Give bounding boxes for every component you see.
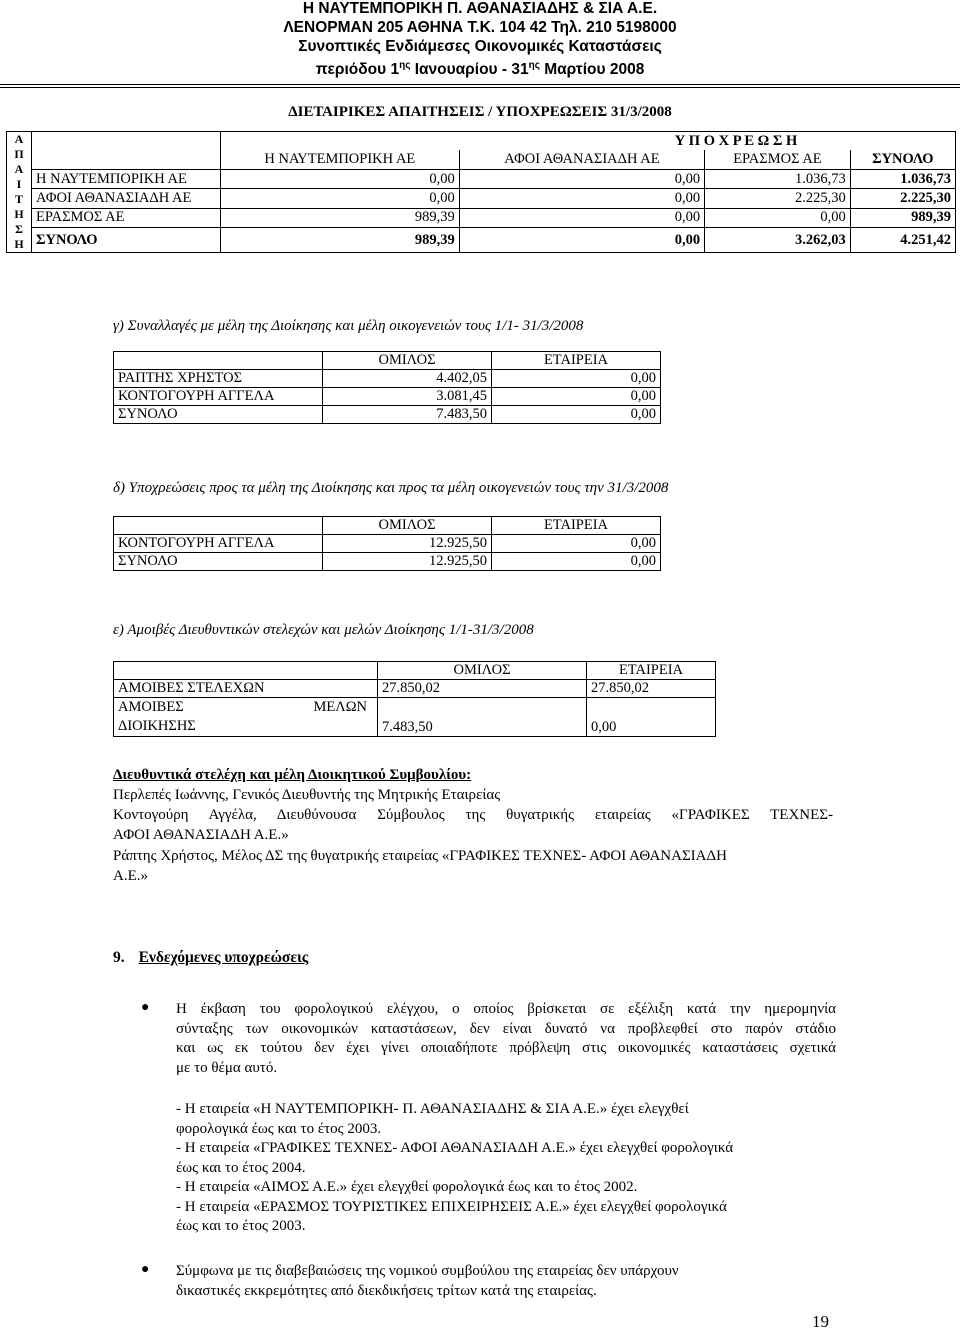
tax-audit-list xyxy=(176,1100,733,1237)
side-label-apaitisi: Α Π Α Ι Τ Η Σ Η xyxy=(7,132,32,253)
table-row xyxy=(114,680,716,698)
bullet-icon: ● xyxy=(141,1262,150,1277)
director-line: Κοντογούρη Αγγέλα, Διευθύνουσα Σύμβουλος της θυγατρικής εταιρείας «ΓΡΑΦΙΚΕΣ ΤΕΧΝΕΣ- xyxy=(113,807,833,823)
company-name: Η ΝΑΥΤΕΜΠΟΡΙΚΗ Π. ΑΘΑΝΑΣΙΑΔΗΣ & ΣΙΑ Α.Ε. xyxy=(302,0,658,17)
row-label: Η ΝΑΥΤΕΜΠΟΡΙΚΗ ΑΕ xyxy=(32,169,221,188)
table-row xyxy=(114,370,661,388)
col-header-group: ΟΜΙΛΟΣ xyxy=(323,517,492,535)
cell-value: 0,00 xyxy=(492,388,661,406)
cell-value: 4.402,05 xyxy=(323,370,492,388)
cell-value: 0,00 xyxy=(459,169,704,188)
cell-value: 2.225,30 xyxy=(705,189,851,208)
director-line: Ράπτης Χρήστος, Μέλος ΔΣ της θυγατρικής εταιρείας «ΓΡΑΦΙΚΕΣ ΤΕΧΝΕΣ- ΑΦΟΙ ΑΘΑΝΑΣΙΑΔΗ xyxy=(113,848,727,864)
row-label: ΑΦΟΙ ΑΘΑΝΑΣΙΑΔΗ ΑΕ xyxy=(32,189,221,208)
col-header-naftemporiki: Η ΝΑΥΤΕΜΠΟΡΙΚΗ ΑΕ xyxy=(221,150,460,169)
cell-value: 12.925,50 xyxy=(323,535,492,553)
section-d-title: δ) Υποχρεώσεις προς τα μέλη της Διοίκησης και προς τα μέλη οικογενειών τους την 31/3/2008 xyxy=(113,480,669,496)
intercompany-table xyxy=(6,131,956,253)
table-row-total xyxy=(7,228,956,253)
contingent-paragraph: Η έκβαση του φορολογικού ελέγχου, ο οποίος βρίσκεται σε εξέλιξη κατά την ημερομηνία σύνταξης των οικονομικών καταστάσεων, δεν είναι δυνατό να προβλεφθεί στο παρόν στάδιο και ως εκ τούτου δεν έχει γίνει οποιαδήποτε πρόβλεψη στις οικονομικές καταστάσεις σχετικά με το θέμα αυτό. xyxy=(176,1001,836,1076)
cell-value: 7.483,50 xyxy=(378,698,587,737)
row-label: ΣΥΝΟΛΟ xyxy=(114,406,323,424)
cell-value: 989,39 xyxy=(221,228,460,253)
table-row xyxy=(7,169,956,188)
cell-value: 0,00 xyxy=(492,535,661,553)
section-e-title: ε) Αμοιβές Διευθυντικών στελεχών και μελών Διοίκησης 1/1-31/3/2008 xyxy=(113,622,534,638)
cell-value: 0,00 xyxy=(492,553,661,571)
cell-value: 0,00 xyxy=(221,189,460,208)
col-header-company: ΕΤΑΙΡΕΙΑ xyxy=(492,352,661,370)
directors-heading: Διευθυντικά στελέχη και μέλη Διοικητικού Συμβουλίου: xyxy=(113,767,472,783)
cell-value: 3.262,03 xyxy=(705,228,851,253)
table-row-total xyxy=(114,406,661,424)
cell-value: 4.251,42 xyxy=(850,228,955,253)
cell-value: 989,39 xyxy=(221,208,460,227)
cell-value: 0,00 xyxy=(459,189,704,208)
cell-value: 2.225,30 xyxy=(850,189,955,208)
director-line: ΑΦΟΙ ΑΘΑΝΑΣΙΑΔΗ Α.Ε.» xyxy=(113,827,289,843)
report-title: Συνοπτικές Ενδιάμεσες Οικονομικές Καταστάσεις xyxy=(298,38,662,55)
table-row xyxy=(114,535,661,553)
col-header-group: ΟΜΙΛΟΣ xyxy=(323,352,492,370)
row-label: ΑΜΟΙΒΕΣ ΜΕΛΩΝ ΔΙΟΙΚΗΣΗΣ xyxy=(114,698,378,737)
director-line: Περλεπές Ιωάννης, Γενικός Διευθυντής της Μητρικής Εταιρείας xyxy=(113,787,501,803)
cell-value: 0,00 xyxy=(492,370,661,388)
section-g-title: γ) Συναλλαγές με μέλη της Διοίκησης και μέλη οικογενειών τους 1/1- 31/3/2008 xyxy=(113,318,584,334)
cell-value: 989,39 xyxy=(850,208,955,227)
cell-value: 12.925,50 xyxy=(323,553,492,571)
list-item: - Η εταιρεία «ΑΙΜΟΣ Α.Ε.» έχει ελεγχθεί φορολογικά έως και το έτος 2002. xyxy=(176,1179,638,1195)
list-item: φορολογικά έως και το έτος 2003. xyxy=(176,1120,382,1137)
row-label: ΣΥΝΟΛΟ xyxy=(114,553,323,571)
legal-paragraph: Σύμφωνα με τις διαβεβαιώσεις της νομικού συμβούλου της εταιρείας δεν υπάρχουν δικαστικές εκκρεμότητες από διεκδικήσεις τρίτων κατά της εταιρείας. xyxy=(176,1263,679,1299)
cell-value: 1.036,73 xyxy=(850,169,955,188)
cell-value: 0,00 xyxy=(459,228,704,253)
section-9-heading: 9. Ενδεχόμενες υποχρεώσεις xyxy=(113,949,309,966)
table-row xyxy=(7,189,956,208)
obligation-header: Υ Π Ο Χ Ρ Ε Ω Σ Η xyxy=(221,132,956,151)
list-item: - Η εταιρεία «Η ΝΑΥΤΕΜΠΟΡΙΚΗ- Π. ΑΘΑΝΑΣΙΑΔΗΣ & ΣΙΑ Α.Ε.» έχει ελεγχθεί xyxy=(176,1101,689,1117)
page-number: 19 xyxy=(812,1312,829,1331)
table-row-total xyxy=(114,553,661,571)
cell-value: 3.081,45 xyxy=(323,388,492,406)
row-label: ΡΑΠΤΗΣ ΧΡΗΣΤΟΣ xyxy=(114,370,323,388)
row-label: ΚΟΝΤΟΓΟΥΡΗ ΑΓΓΕΛΑ xyxy=(114,535,323,553)
row-label: ΕΡΑΣΜΟΣ ΑΕ xyxy=(32,208,221,227)
table-row xyxy=(114,698,716,737)
report-period: περιόδου $1^{\eta\varsigma}$ Ιανουαρίου - $31^{\eta\varsigma}$ Μαρτίου 2008 xyxy=(315,60,645,79)
section-e-table xyxy=(113,661,716,737)
section-g-table xyxy=(113,351,661,424)
table-row xyxy=(114,388,661,406)
company-address: ΛΕΝΟΡΜΑΝ 205 ΑΘΗΝΑ Τ.Κ. 104 42 Τηλ. 210 5198000 xyxy=(283,19,677,36)
col-header-group: ΟΜΙΛΟΣ xyxy=(378,662,587,680)
list-item: - Η εταιρεία «ΕΡΑΣΜΟΣ ΤΟΥΡΙΣΤΙΚΕΣ ΕΠΙΧΕΙΡΗΣΕΙΣ Α.Ε.» έχει ελεγχθεί φορολογικά xyxy=(176,1198,727,1215)
list-item: - Η εταιρεία «ΓΡΑΦΙΚΕΣ ΤΕΧΝΕΣ- ΑΦΟΙ ΑΘΑΝΑΣΙΑΔΗ Α.Ε.» έχει ελεγχθεί φορολογικά xyxy=(176,1140,734,1156)
col-header-afoi: ΑΦΟΙ ΑΘΑΝΑΣΙΑΔΗ ΑΕ xyxy=(459,150,704,169)
section-d-table xyxy=(113,516,661,571)
cell-value: 0,00 xyxy=(705,208,851,227)
cell-value: 7.483,50 xyxy=(323,406,492,424)
col-header-company: ΕΤΑΙΡΕΙΑ xyxy=(587,662,716,680)
row-label: ΣΥΝΟΛΟ xyxy=(32,228,221,253)
bullet-icon: ● xyxy=(141,1000,150,1015)
row-label: ΚΟΝΤΟΓΟΥΡΗ ΑΓΓΕΛΑ xyxy=(114,388,323,406)
cell-value: 27.850,02 xyxy=(587,680,716,698)
cell-value: 1.036,73 xyxy=(705,169,851,188)
list-item: έως και το έτος 2003. xyxy=(176,1218,306,1234)
col-header-company: ΕΤΑΙΡΕΙΑ xyxy=(492,517,661,535)
table-row xyxy=(7,208,956,227)
director-line: Α.Ε.» xyxy=(113,868,148,884)
col-header-erasmos: ΕΡΑΣΜΟΣ ΑΕ xyxy=(705,150,851,169)
cell-value: 0,00 xyxy=(459,208,704,227)
cell-value: 0,00 xyxy=(221,169,460,188)
col-header-total: ΣΥΝΟΛΟ xyxy=(850,150,955,169)
cell-value: 0,00 xyxy=(587,698,716,737)
list-item: έως και το έτος 2004. xyxy=(176,1159,306,1176)
row-label: ΑΜΟΙΒΕΣ ΣΤΕΛΕΧΩΝ xyxy=(114,680,378,698)
cell-value: 27.850,02 xyxy=(378,680,587,698)
header-divider-2 xyxy=(0,87,960,88)
cell-value: 0,00 xyxy=(492,406,661,424)
header-divider xyxy=(0,84,960,85)
intercompany-title: ΔΙΕΤΑΙΡΙΚΕΣ ΑΠΑΙΤΗΣΕΙΣ / ΥΠΟΧΡΕΩΣΕΙΣ 31/3/2008 xyxy=(288,104,672,120)
